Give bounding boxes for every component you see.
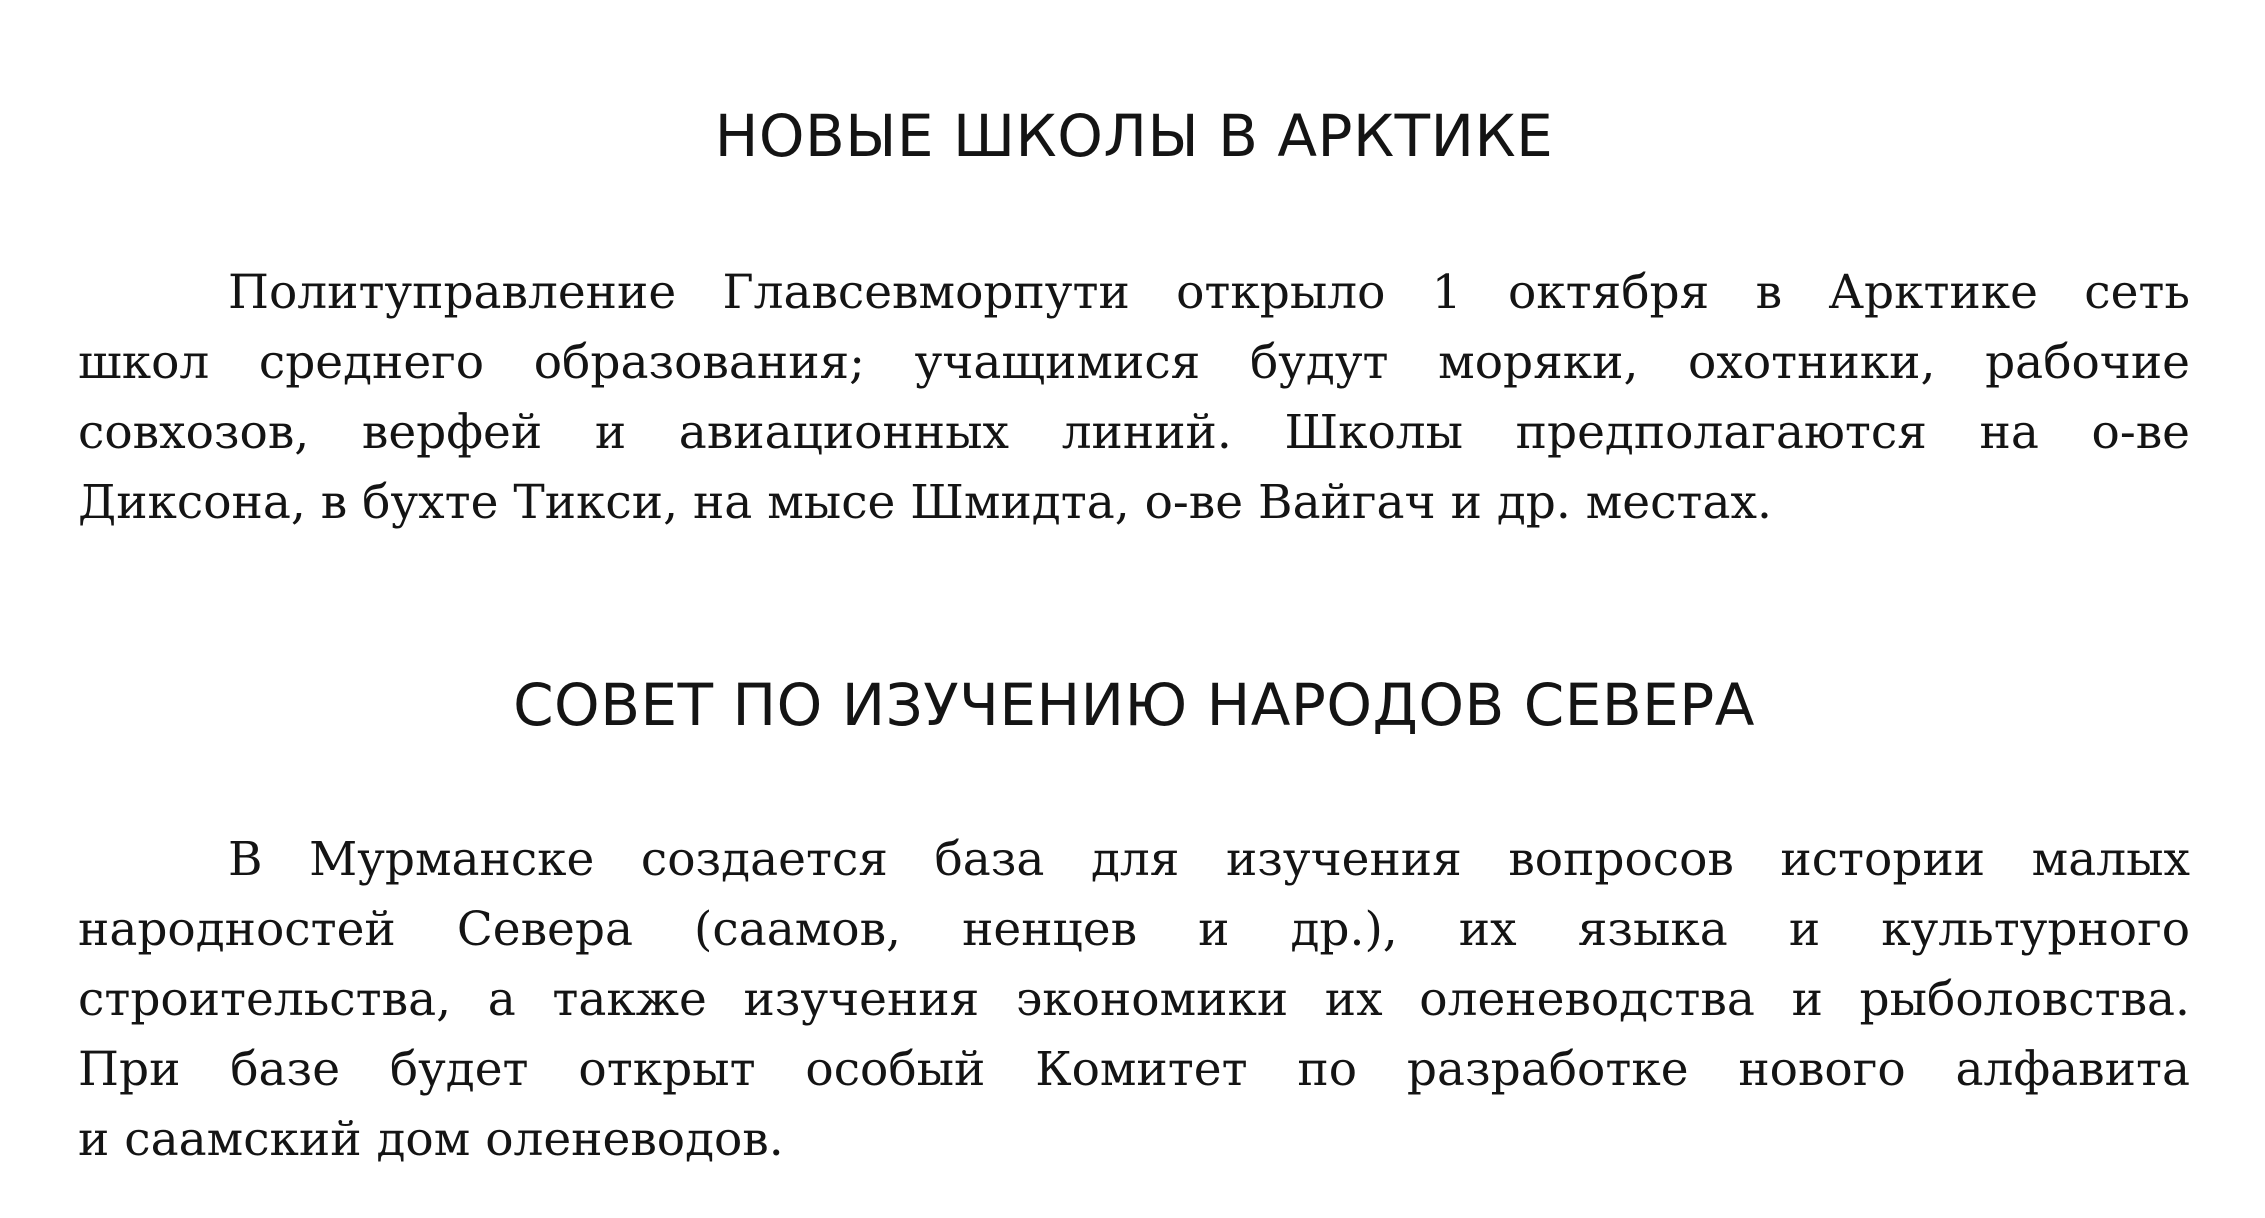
article-new-arctic-schools	[78, 96, 2190, 538]
article-heading: СОВЕТ ПО ИЗУЧЕНИЮ НАРОДОВ СЕВЕРА	[513, 671, 1755, 739]
paragraph-line: строительства, а также изучения экономики их оленеводства и рыболовства.	[78, 972, 2190, 1027]
paragraph-line: В Мурманске создается база для изучения вопросов истории малых	[228, 832, 2190, 887]
paragraph-line: и саамский дом оленеводов.	[78, 1112, 784, 1167]
paragraph-line: совхозов, верфей и авиационных линий. Школы предполагаются на о-ве	[78, 405, 2190, 460]
article-north-peoples-council	[78, 665, 2190, 1175]
article-paragraph	[78, 258, 2190, 538]
paragraph-line: Политуправление Главсевморпути открыло 1 октября в Арктике сеть	[228, 265, 2190, 320]
paragraph-line: школ среднего образования; учащимися будут моряки, охотники, рабочие	[78, 335, 2190, 390]
paragraph-line: Диксона, в бухте Тикси, на мысе Шмидта, о-ве Вайгач и др. местах.	[78, 475, 1772, 530]
article-heading: НОВЫЕ ШКОЛЫ В АРКТИКЕ	[714, 102, 1554, 170]
article-paragraph	[78, 825, 2190, 1175]
paragraph-line: народностей Севера (саамов, ненцев и др.), их языка и культурного	[78, 902, 2190, 957]
paragraph-line: При базе будет открыт особый Комитет по разработке нового алфавита	[78, 1042, 2190, 1097]
